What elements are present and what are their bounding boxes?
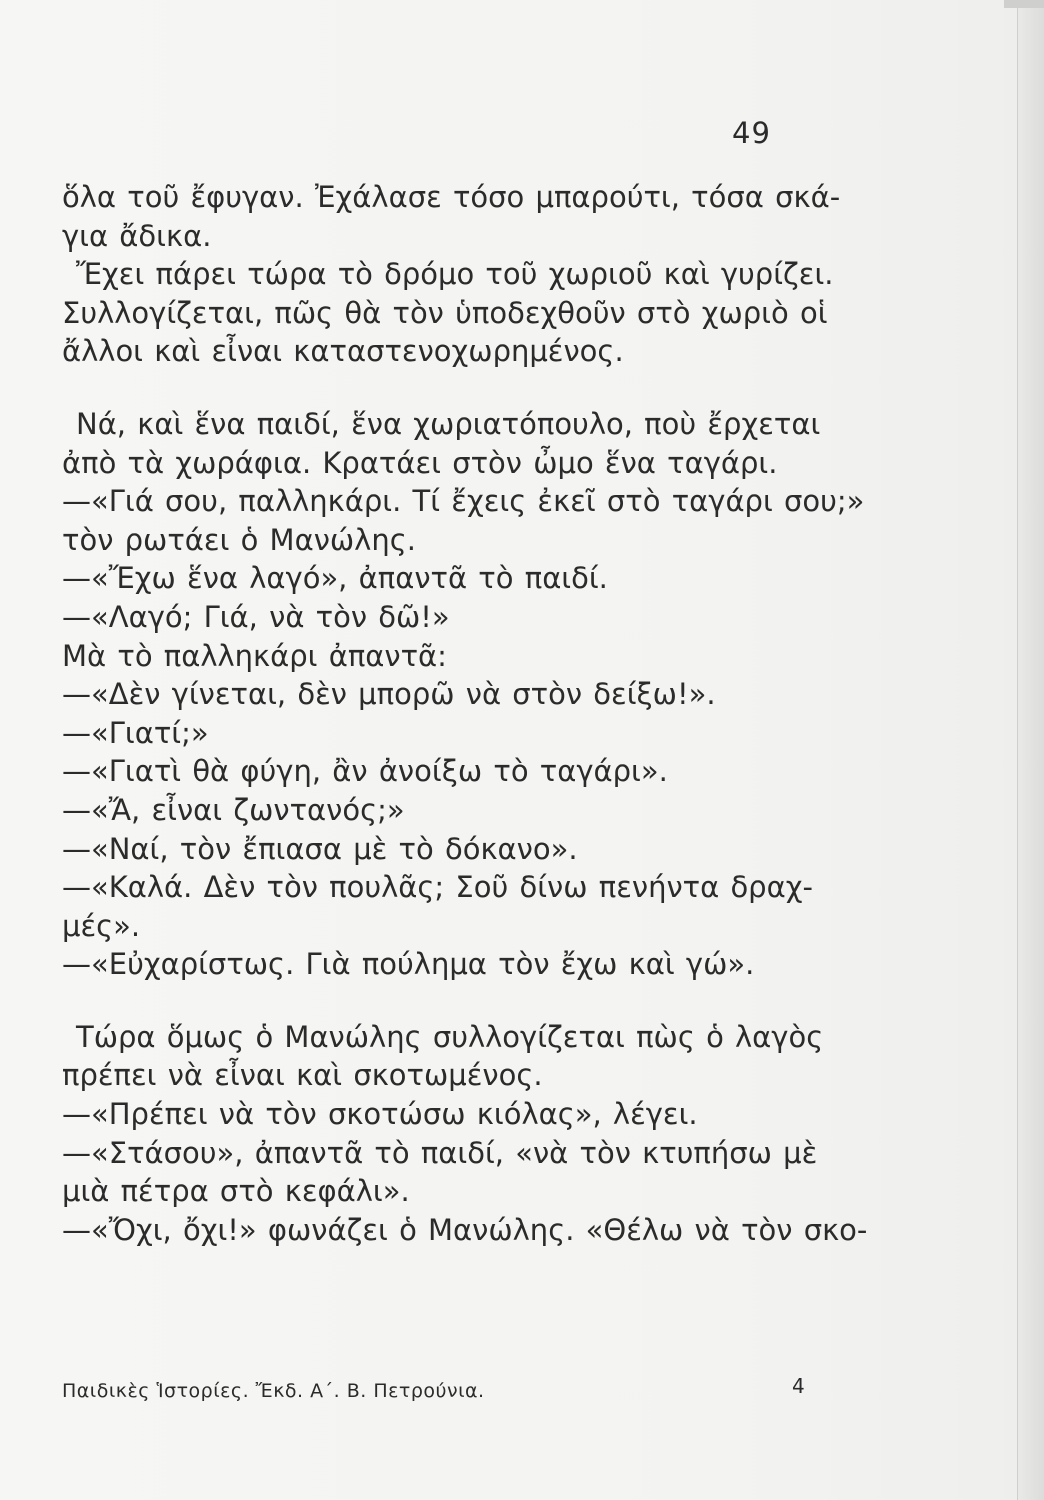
text-line: τὸν ρωτάει ὁ Μανώλης. xyxy=(62,522,416,557)
signature-mark: 4 xyxy=(792,1374,805,1398)
text-line: —«Ἄ, εἶναι ζωντανός;» xyxy=(62,792,405,827)
text-line: —«Δὲν γίνεται, δὲν μπορῶ νὰ στὸν δείξω!». xyxy=(62,677,716,712)
text-line: —«Πρέπει νὰ τὸν σκοτώσω κιόλας», λέγει. xyxy=(62,1097,698,1132)
text-line: ὅλα τοῦ ἔφυγαν. Ἐχάλασε τόσο μπαρούτι, τόσα σκά- xyxy=(62,180,841,214)
text-line: ἀπὸ τὰ χωράφια. Κρατάει στὸν ὦμο ἕνα ταγάρι. xyxy=(62,445,778,480)
page-number: 49 xyxy=(732,116,771,150)
text-line: Νά, καὶ ἕνα παιδί, ἕνα χωριατόπουλο, ποὺ ἔρχεται xyxy=(76,406,821,441)
text-line: μιὰ πέτρα στὸ κεφάλι». xyxy=(62,1174,410,1209)
text-line: —«Γιατὶ θὰ φύγη, ἂν ἀνοίξω τὸ ταγάρι». xyxy=(62,754,668,789)
text-line: —«Στάσου», ἀπαντᾶ τὸ παιδί, «νὰ τὸν κτυπήσω μὲ xyxy=(62,1135,818,1170)
text-line: πρέπει νὰ εἶναι καὶ σκοτωμένος. xyxy=(62,1058,543,1093)
paragraph-gap xyxy=(62,371,842,405)
text-line: Ἔχει πάρει τώρα τὸ δρόμο τοῦ χωριοῦ καὶ γυρίζει. xyxy=(76,257,834,292)
text-line: —«Ναί, τὸν ἔπιασα μὲ τὸ δόκανο». xyxy=(62,831,578,866)
text-line: μές». xyxy=(62,908,141,943)
text-line: —«Λαγό; Γιά, νὰ τὸν δῶ!» xyxy=(62,599,450,634)
body-text xyxy=(62,178,868,1249)
text-line: —«Ὄχι, ὄχι!» φωνάζει ὁ Μανώλης. «Θέλω νὰ τὸν σκο- xyxy=(62,1212,868,1247)
text-line: Συλλογίζεται, πῶς θὰ τὸν ὑποδεχθοῦν στὸ χωριὸ οἱ xyxy=(62,295,828,330)
text-line: —«Ἔχω ἕνα λαγό», ἀπαντᾶ τὸ παιδί. xyxy=(62,561,608,596)
text-line: —«Εὐχαρίστως. Γιὰ πούλημα τὸν ἔχω καὶ γώ». xyxy=(62,947,755,982)
text-line: Τώρα ὅμως ὁ Μανώλης συλλογίζεται πὼς ὁ λαγὸς xyxy=(76,1019,824,1054)
text-line: ἄλλοι καὶ εἶναι καταστενοχωρημένος. xyxy=(62,334,624,369)
text-line: —«Γιατί;» xyxy=(62,715,209,750)
page-edge xyxy=(1017,0,1044,1500)
footer-note: Παιδικὲς Ἱστορίες. Ἔκδ. Α΄. Β. Πετρούνια. xyxy=(62,1380,485,1402)
page-corner xyxy=(1004,0,1044,8)
text-line: Μὰ τὸ παλληκάρι ἀπαντᾶ: xyxy=(62,638,447,673)
text-line: —«Γιά σου, παλληκάρι. Τί ἔχεις ἐκεῖ στὸ ταγάρι σου;» xyxy=(62,484,865,519)
paragraph-gap xyxy=(62,984,842,1018)
text-line: —«Καλά. Δὲν τὸν πουλᾶς; Σοῦ δίνω πενήντα δραχ- xyxy=(62,870,813,905)
text-line: για ἄδικα. xyxy=(62,218,212,253)
